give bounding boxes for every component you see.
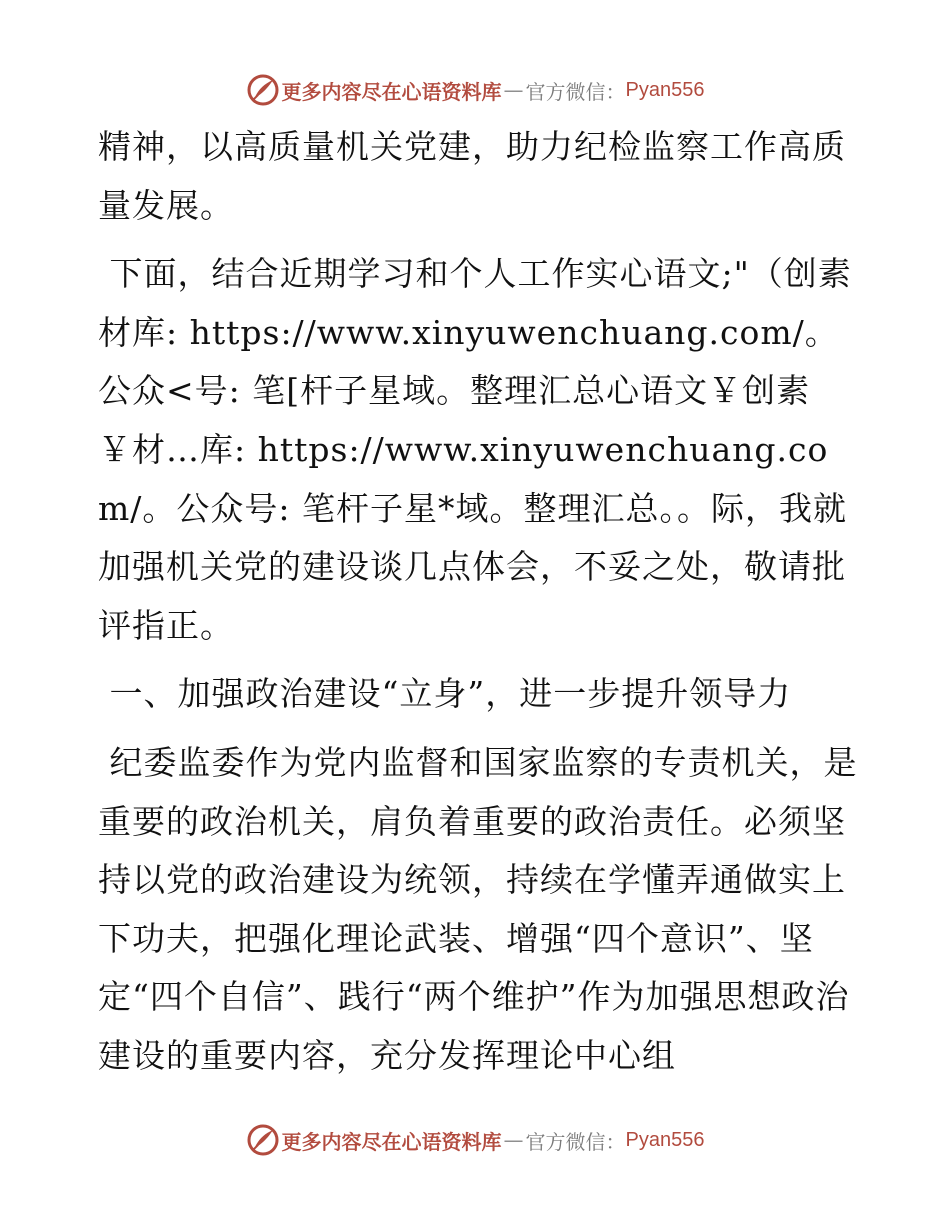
paragraph-3: 纪委监委作为党内监督和国家监察的专责机关，是重要的政治机关，肩负着重要的政治责任。必须坚持以党的政治建设为统领，持续在学懂弄通做实上下功夫，把强化理论武装、增强“四个意识”、坚定“四个自信”、践行“两个维护”作为加强思想政治建设的重要内容，充分发挥理论中心组 (98, 742, 858, 1075)
document-body (98, 118, 858, 1086)
banner-wechat-id: Pyan556 (625, 1128, 705, 1151)
paragraph-1: 精神，以高质量机关党建，助力纪检监察工作高质量发展。 (98, 127, 846, 225)
section-heading: 一、加强政治建设“立身”，进一步提升领导力 (98, 674, 792, 714)
paragraph-2: 下面，结合近期学习和个人工作实心语文;"（创素材库: https://www.xinyuwenchuang.com/。公众<号: 笔[杆子星域。整理汇总心语文￥创素￥材…库: https://www.xinyuwenchuang.com/。公众号: 笔杆子星*域。整理汇总。。际，我就加强机关党的建设谈几点体会，不妥之处，敬请批评指正。 (98, 254, 852, 645)
quill-circle-logo-icon (246, 73, 280, 107)
quill-circle-logo-icon (246, 1123, 280, 1157)
footer-watermark-banner (0, 1120, 950, 1160)
banner-wechat-id: Pyan556 (625, 78, 705, 101)
header-watermark-banner (0, 70, 950, 110)
banner-wechat-label: 官方微信： (525, 1129, 626, 1154)
banner-slogan: 更多内容尽在心语资料库 (281, 79, 502, 104)
banner-dash: — (503, 1128, 524, 1152)
banner-wechat-label: 官方微信： (525, 79, 626, 104)
banner-dash: — (503, 78, 524, 102)
banner-slogan: 更多内容尽在心语资料库 (281, 1129, 502, 1154)
